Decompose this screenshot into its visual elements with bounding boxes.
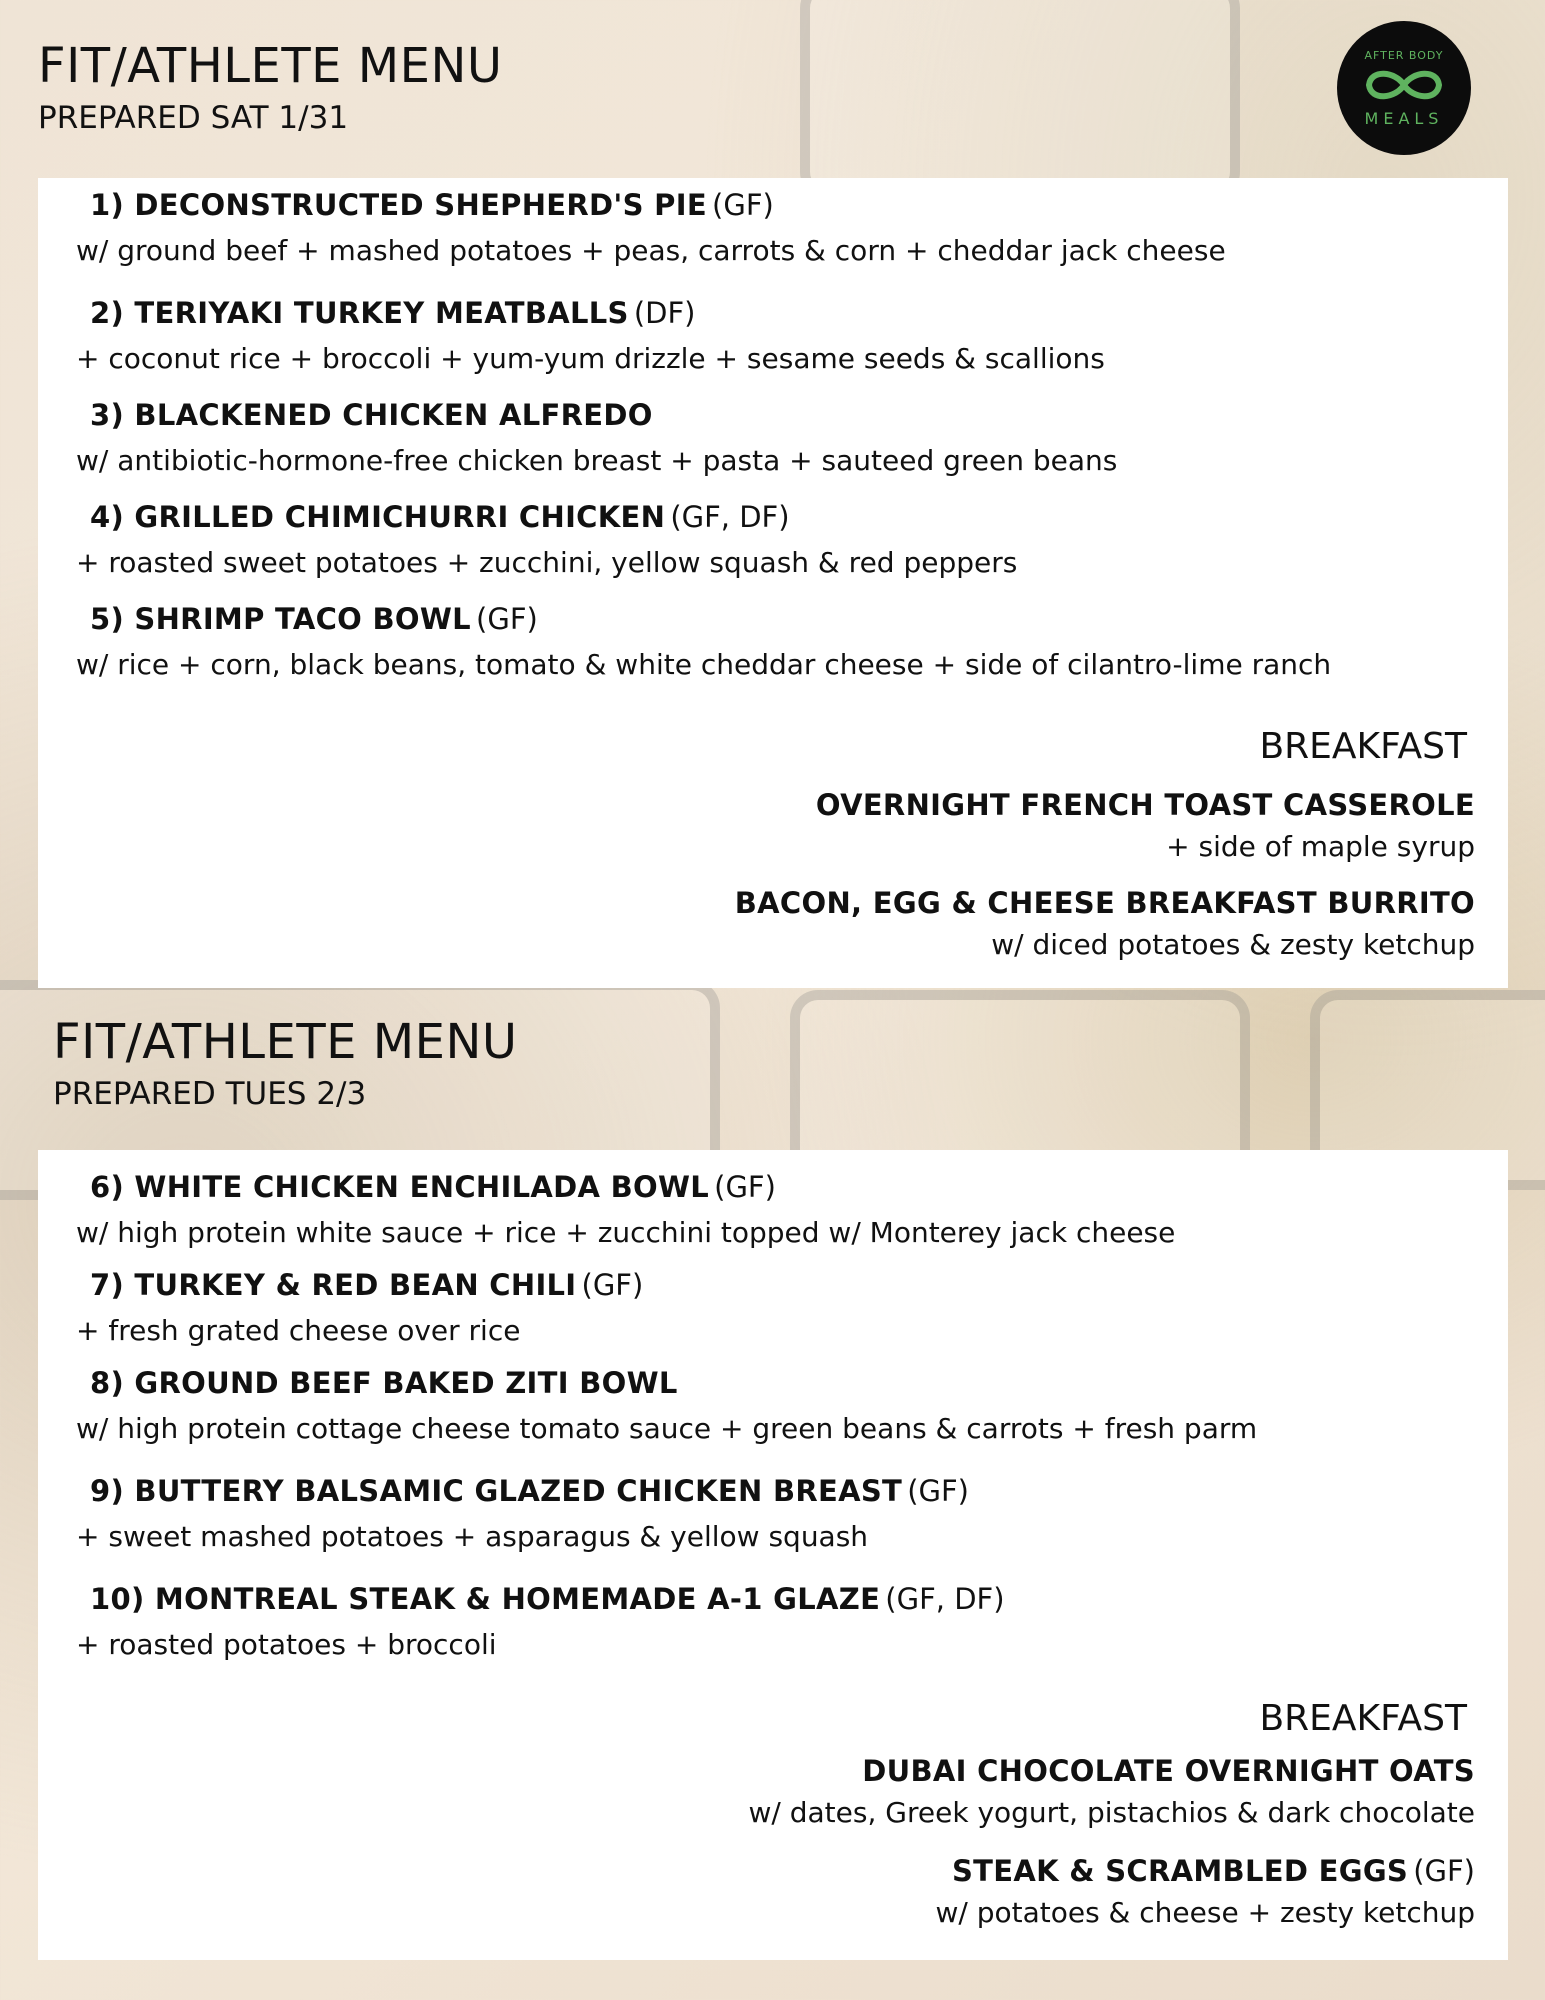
item-name: 1) DECONSTRUCTED SHEPHERD'S PIE	[90, 188, 707, 222]
menu-item	[90, 1170, 776, 1204]
item-description: w/ potatoes & cheese + zesty ketchup	[935, 1896, 1475, 1929]
menu-prep-date: PREPARED TUES 2/3	[53, 1076, 367, 1112]
menu-item	[90, 296, 695, 330]
item-description: + roasted potatoes + broccoli	[76, 1628, 497, 1661]
item-diet-tag: (DF)	[633, 296, 696, 330]
item-description: + side of maple syrup	[1166, 830, 1475, 863]
menu-title: FIT/ATHLETE MENU	[38, 38, 503, 94]
item-name: 3) BLACKENED CHICKEN ALFREDO	[90, 398, 653, 432]
breakfast-item	[749, 1754, 1475, 1829]
background-food-container	[800, 0, 1240, 200]
breakfast-heading: BREAKFAST	[1259, 726, 1467, 767]
item-description: + sweet mashed potatoes + asparagus & yellow squash	[76, 1520, 869, 1553]
item-diet-tag: (GF)	[907, 1474, 969, 1508]
item-name: STEAK & SCRAMBLED EGGS	[951, 1854, 1409, 1888]
menu-item	[90, 398, 653, 432]
menu-card	[38, 178, 1508, 988]
logo-bottom-text: MEALS	[1364, 109, 1444, 128]
item-name: 2) TERIYAKI TURKEY MEATBALLS	[90, 296, 629, 330]
item-diet-tag: (GF)	[581, 1268, 644, 1302]
item-description: w/ rice + corn, black beans, tomato & white cheddar cheese + side of cilantro-lime ranch	[76, 648, 1332, 681]
breakfast-section	[575, 1698, 1475, 1958]
menu-prep-date: PREPARED SAT 1/31	[38, 100, 349, 136]
item-diet-tag: (GF)	[712, 188, 774, 222]
menu-item	[90, 188, 774, 222]
menu-item	[90, 500, 790, 534]
menu-item	[90, 602, 538, 636]
item-description: w/ ground beef + mashed potatoes + peas, carrots & corn + cheddar jack cheese	[76, 234, 1226, 267]
item-description: w/ dates, Greek yogurt, pistachios & dark chocolate	[748, 1796, 1475, 1829]
item-diet-tag: (GF)	[1413, 1854, 1475, 1888]
item-description: + fresh grated cheese over rice	[76, 1314, 521, 1347]
item-diet-tag: (GF, DF)	[885, 1582, 1005, 1616]
item-name: 7) TURKEY & RED BEAN CHILI	[90, 1268, 577, 1302]
menu-card	[38, 1150, 1508, 1960]
menu-item	[90, 1366, 678, 1400]
breakfast-item	[735, 886, 1475, 961]
item-name: 4) GRILLED CHIMICHURRI CHICKEN	[90, 500, 666, 534]
menu-item	[90, 1474, 969, 1508]
item-name: 5) SHRIMP TACO BOWL	[90, 602, 471, 636]
brand-logo	[1337, 21, 1471, 155]
item-description: w/ diced potatoes & zesty ketchup	[991, 928, 1475, 961]
menu-title: FIT/ATHLETE MENU	[53, 1014, 518, 1070]
item-diet-tag: (GF)	[476, 602, 538, 636]
infinity-icon	[1359, 63, 1449, 107]
breakfast-heading: BREAKFAST	[1259, 1698, 1467, 1739]
item-name: 6) WHITE CHICKEN ENCHILADA BOWL	[90, 1170, 710, 1204]
breakfast-item	[816, 788, 1475, 863]
item-diet-tag: (GF, DF)	[670, 500, 790, 534]
item-description: w/ antibiotic-hormone-free chicken breast + pasta + sauteed green beans	[76, 444, 1118, 477]
item-name: 10) MONTREAL STEAK & HOMEMADE A-1 GLAZE	[90, 1582, 881, 1616]
item-description: + coconut rice + broccoli + yum-yum drizzle + sesame seeds & scallions	[76, 342, 1105, 375]
item-name: BACON, EGG & CHEESE BREAKFAST BURRITO	[734, 886, 1475, 920]
breakfast-item	[935, 1854, 1475, 1929]
item-description: + roasted sweet potatoes + zucchini, yellow squash & red peppers	[76, 546, 1018, 579]
item-name: 9) BUTTERY BALSAMIC GLAZED CHICKEN BREAST	[90, 1474, 903, 1508]
item-description: w/ high protein cottage cheese tomato sauce + green beans & carrots + fresh parm	[76, 1412, 1258, 1445]
logo-top-text: AFTER BODY	[1364, 49, 1444, 62]
item-name: DUBAI CHOCOLATE OVERNIGHT OATS	[862, 1754, 1475, 1788]
item-diet-tag: (GF)	[714, 1170, 776, 1204]
breakfast-section	[575, 726, 1475, 986]
item-name: OVERNIGHT FRENCH TOAST CASSEROLE	[815, 788, 1475, 822]
menu-item	[90, 1268, 643, 1302]
item-name: 8) GROUND BEEF BAKED ZITI BOWL	[90, 1366, 678, 1400]
menu-item	[90, 1582, 1005, 1616]
item-description: w/ high protein white sauce + rice + zucchini topped w/ Monterey jack cheese	[76, 1216, 1176, 1249]
